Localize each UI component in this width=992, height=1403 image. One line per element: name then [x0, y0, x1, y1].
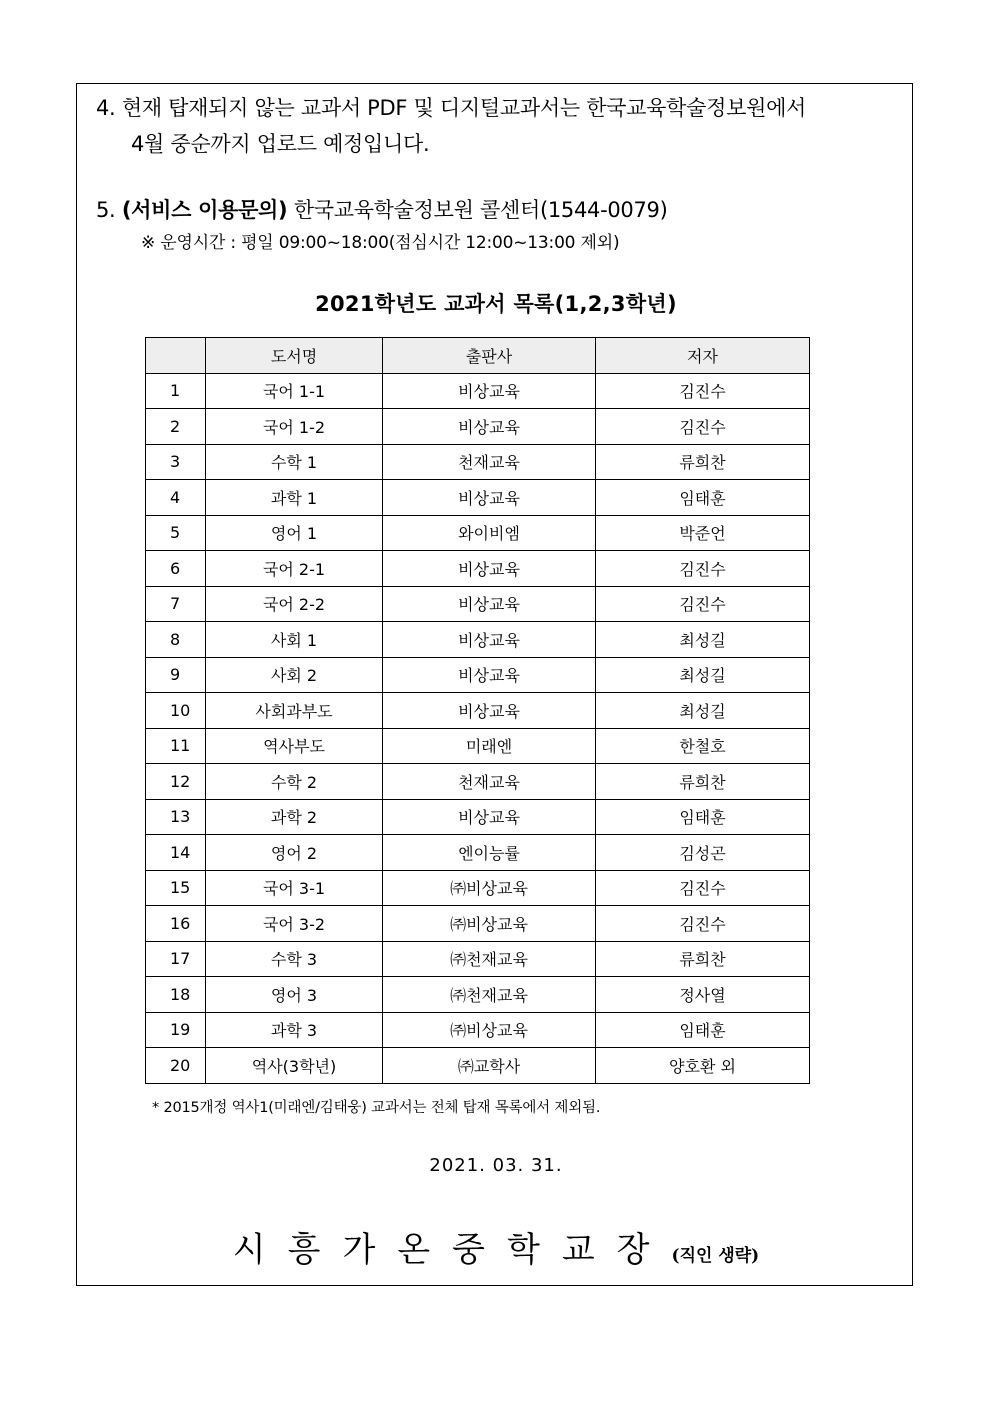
book-title: 영어 3: [206, 977, 383, 1013]
book-title: 과학 2: [206, 799, 383, 835]
header-publisher: 출판사: [383, 338, 596, 374]
publisher: ㈜비상교육: [383, 906, 596, 942]
header-title: 도서명: [206, 338, 383, 374]
row-number: 18: [146, 977, 206, 1013]
notice-5: [96, 194, 668, 224]
row-number: 2: [146, 409, 206, 445]
row-number: 10: [146, 693, 206, 729]
list-title: 2021학년도 교과서 목록(1,2,3학년): [315, 292, 677, 316]
issue-date: 2021. 03. 31.: [429, 1155, 563, 1176]
table-row: [146, 409, 810, 445]
table-row: [146, 870, 810, 906]
row-number: 13: [146, 799, 206, 835]
author: 류희찬: [596, 444, 810, 480]
header-number: [146, 338, 206, 374]
author: 김성곤: [596, 835, 810, 871]
author: 임태훈: [596, 480, 810, 516]
table-row: [146, 373, 810, 409]
book-title: 국어 3-1: [206, 870, 383, 906]
row-number: 20: [146, 1048, 206, 1084]
book-title: 수학 3: [206, 941, 383, 977]
table-row: [146, 1012, 810, 1048]
author: 한철호: [596, 728, 810, 764]
publisher: ㈜교학사: [383, 1048, 596, 1084]
publisher: 비상교육: [383, 586, 596, 622]
book-title: 국어 3-2: [206, 906, 383, 942]
table-row: [146, 586, 810, 622]
footnote: * 2015개정 역사1(미래엔/김태웅) 교과서는 전체 탑재 목록에서 제외됨.: [152, 1100, 601, 1116]
book-title: 국어 2-2: [206, 586, 383, 622]
author: 최성길: [596, 657, 810, 693]
book-title: 사회 1: [206, 622, 383, 658]
publisher: 비상교육: [383, 409, 596, 445]
notice-5-text: 한국교육학술정보원 콜센터(1544-0079): [293, 198, 668, 222]
table-body: [146, 373, 810, 1083]
table-row: [146, 906, 810, 942]
author: 김진수: [596, 870, 810, 906]
author: 정사열: [596, 977, 810, 1013]
book-title: 국어 1-1: [206, 373, 383, 409]
row-number: 3: [146, 444, 206, 480]
table-row: [146, 480, 810, 516]
operating-hours-note: ※ 운영시간 : 평일 09:00~18:00(점심시간 12:00~13:00 제외): [141, 233, 620, 253]
header-author: 저자: [596, 338, 810, 374]
book-title: 과학 3: [206, 1012, 383, 1048]
book-title: 역사(3학년): [206, 1048, 383, 1084]
row-number: 11: [146, 728, 206, 764]
notice-4-text: 현재 탑재되지 않는 교과서 PDF 및 디지털교과서는 한국교육학술정보원에서: [121, 96, 807, 120]
table-row: [146, 551, 810, 587]
book-title: 영어 1: [206, 515, 383, 551]
row-number: 17: [146, 941, 206, 977]
publisher: 미래엔: [383, 728, 596, 764]
author: 박준언: [596, 515, 810, 551]
author: 김진수: [596, 586, 810, 622]
row-number: 8: [146, 622, 206, 658]
row-number: 7: [146, 586, 206, 622]
author: 류희찬: [596, 941, 810, 977]
row-number: 1: [146, 373, 206, 409]
row-number: 9: [146, 657, 206, 693]
author: 최성길: [596, 622, 810, 658]
notice-4-continuation: 4월 중순까지 업로드 예정입니다.: [131, 132, 430, 156]
signer-name: 시흥가온중학교장: [232, 1230, 672, 1270]
book-title: 사회 2: [206, 657, 383, 693]
row-number: 14: [146, 835, 206, 871]
publisher: 비상교육: [383, 551, 596, 587]
seal-note: (직인 생략): [671, 1246, 760, 1266]
author: 김진수: [596, 373, 810, 409]
textbook-table: [145, 337, 810, 1084]
notice-4: [96, 92, 806, 122]
publisher: 비상교육: [383, 480, 596, 516]
publisher: 비상교육: [383, 799, 596, 835]
author: 류희찬: [596, 764, 810, 800]
table-row: [146, 835, 810, 871]
table-row: [146, 1048, 810, 1084]
author: 임태훈: [596, 1012, 810, 1048]
author: 김진수: [596, 906, 810, 942]
publisher: ㈜비상교육: [383, 870, 596, 906]
table-row: [146, 941, 810, 977]
author: 김진수: [596, 409, 810, 445]
publisher: ㈜비상교육: [383, 1012, 596, 1048]
notice-4-number: 4.: [96, 96, 116, 120]
author: 최성길: [596, 693, 810, 729]
row-number: 6: [146, 551, 206, 587]
table-row: [146, 515, 810, 551]
book-title: 국어 2-1: [206, 551, 383, 587]
notice-5-label: (서비스 이용문의): [121, 198, 288, 222]
author: 김진수: [596, 551, 810, 587]
publisher: 천재교육: [383, 764, 596, 800]
table-row: [146, 444, 810, 480]
row-number: 4: [146, 480, 206, 516]
row-number: 15: [146, 870, 206, 906]
book-title: 국어 1-2: [206, 409, 383, 445]
row-number: 5: [146, 515, 206, 551]
publisher: 엔이능률: [383, 835, 596, 871]
row-number: 12: [146, 764, 206, 800]
table-row: [146, 657, 810, 693]
publisher: 비상교육: [383, 657, 596, 693]
table-row: [146, 764, 810, 800]
book-title: 수학 1: [206, 444, 383, 480]
table-row: [146, 799, 810, 835]
table-row: [146, 693, 810, 729]
row-number: 16: [146, 906, 206, 942]
publisher: 와이비엠: [383, 515, 596, 551]
author: 임태훈: [596, 799, 810, 835]
publisher: 비상교육: [383, 622, 596, 658]
book-title: 영어 2: [206, 835, 383, 871]
row-number: 19: [146, 1012, 206, 1048]
author: 양호환 외: [596, 1048, 810, 1084]
signer: [0, 1222, 992, 1271]
table-row: [146, 728, 810, 764]
notice-5-number: 5.: [96, 198, 116, 222]
book-title: 과학 1: [206, 480, 383, 516]
publisher: ㈜천재교육: [383, 941, 596, 977]
publisher: ㈜천재교육: [383, 977, 596, 1013]
book-title: 수학 2: [206, 764, 383, 800]
publisher: 비상교육: [383, 373, 596, 409]
publisher: 비상교육: [383, 693, 596, 729]
table-row: [146, 622, 810, 658]
book-title: 역사부도: [206, 728, 383, 764]
publisher: 천재교육: [383, 444, 596, 480]
table-header-row: [146, 338, 810, 374]
book-title: 사회과부도: [206, 693, 383, 729]
table-row: [146, 977, 810, 1013]
